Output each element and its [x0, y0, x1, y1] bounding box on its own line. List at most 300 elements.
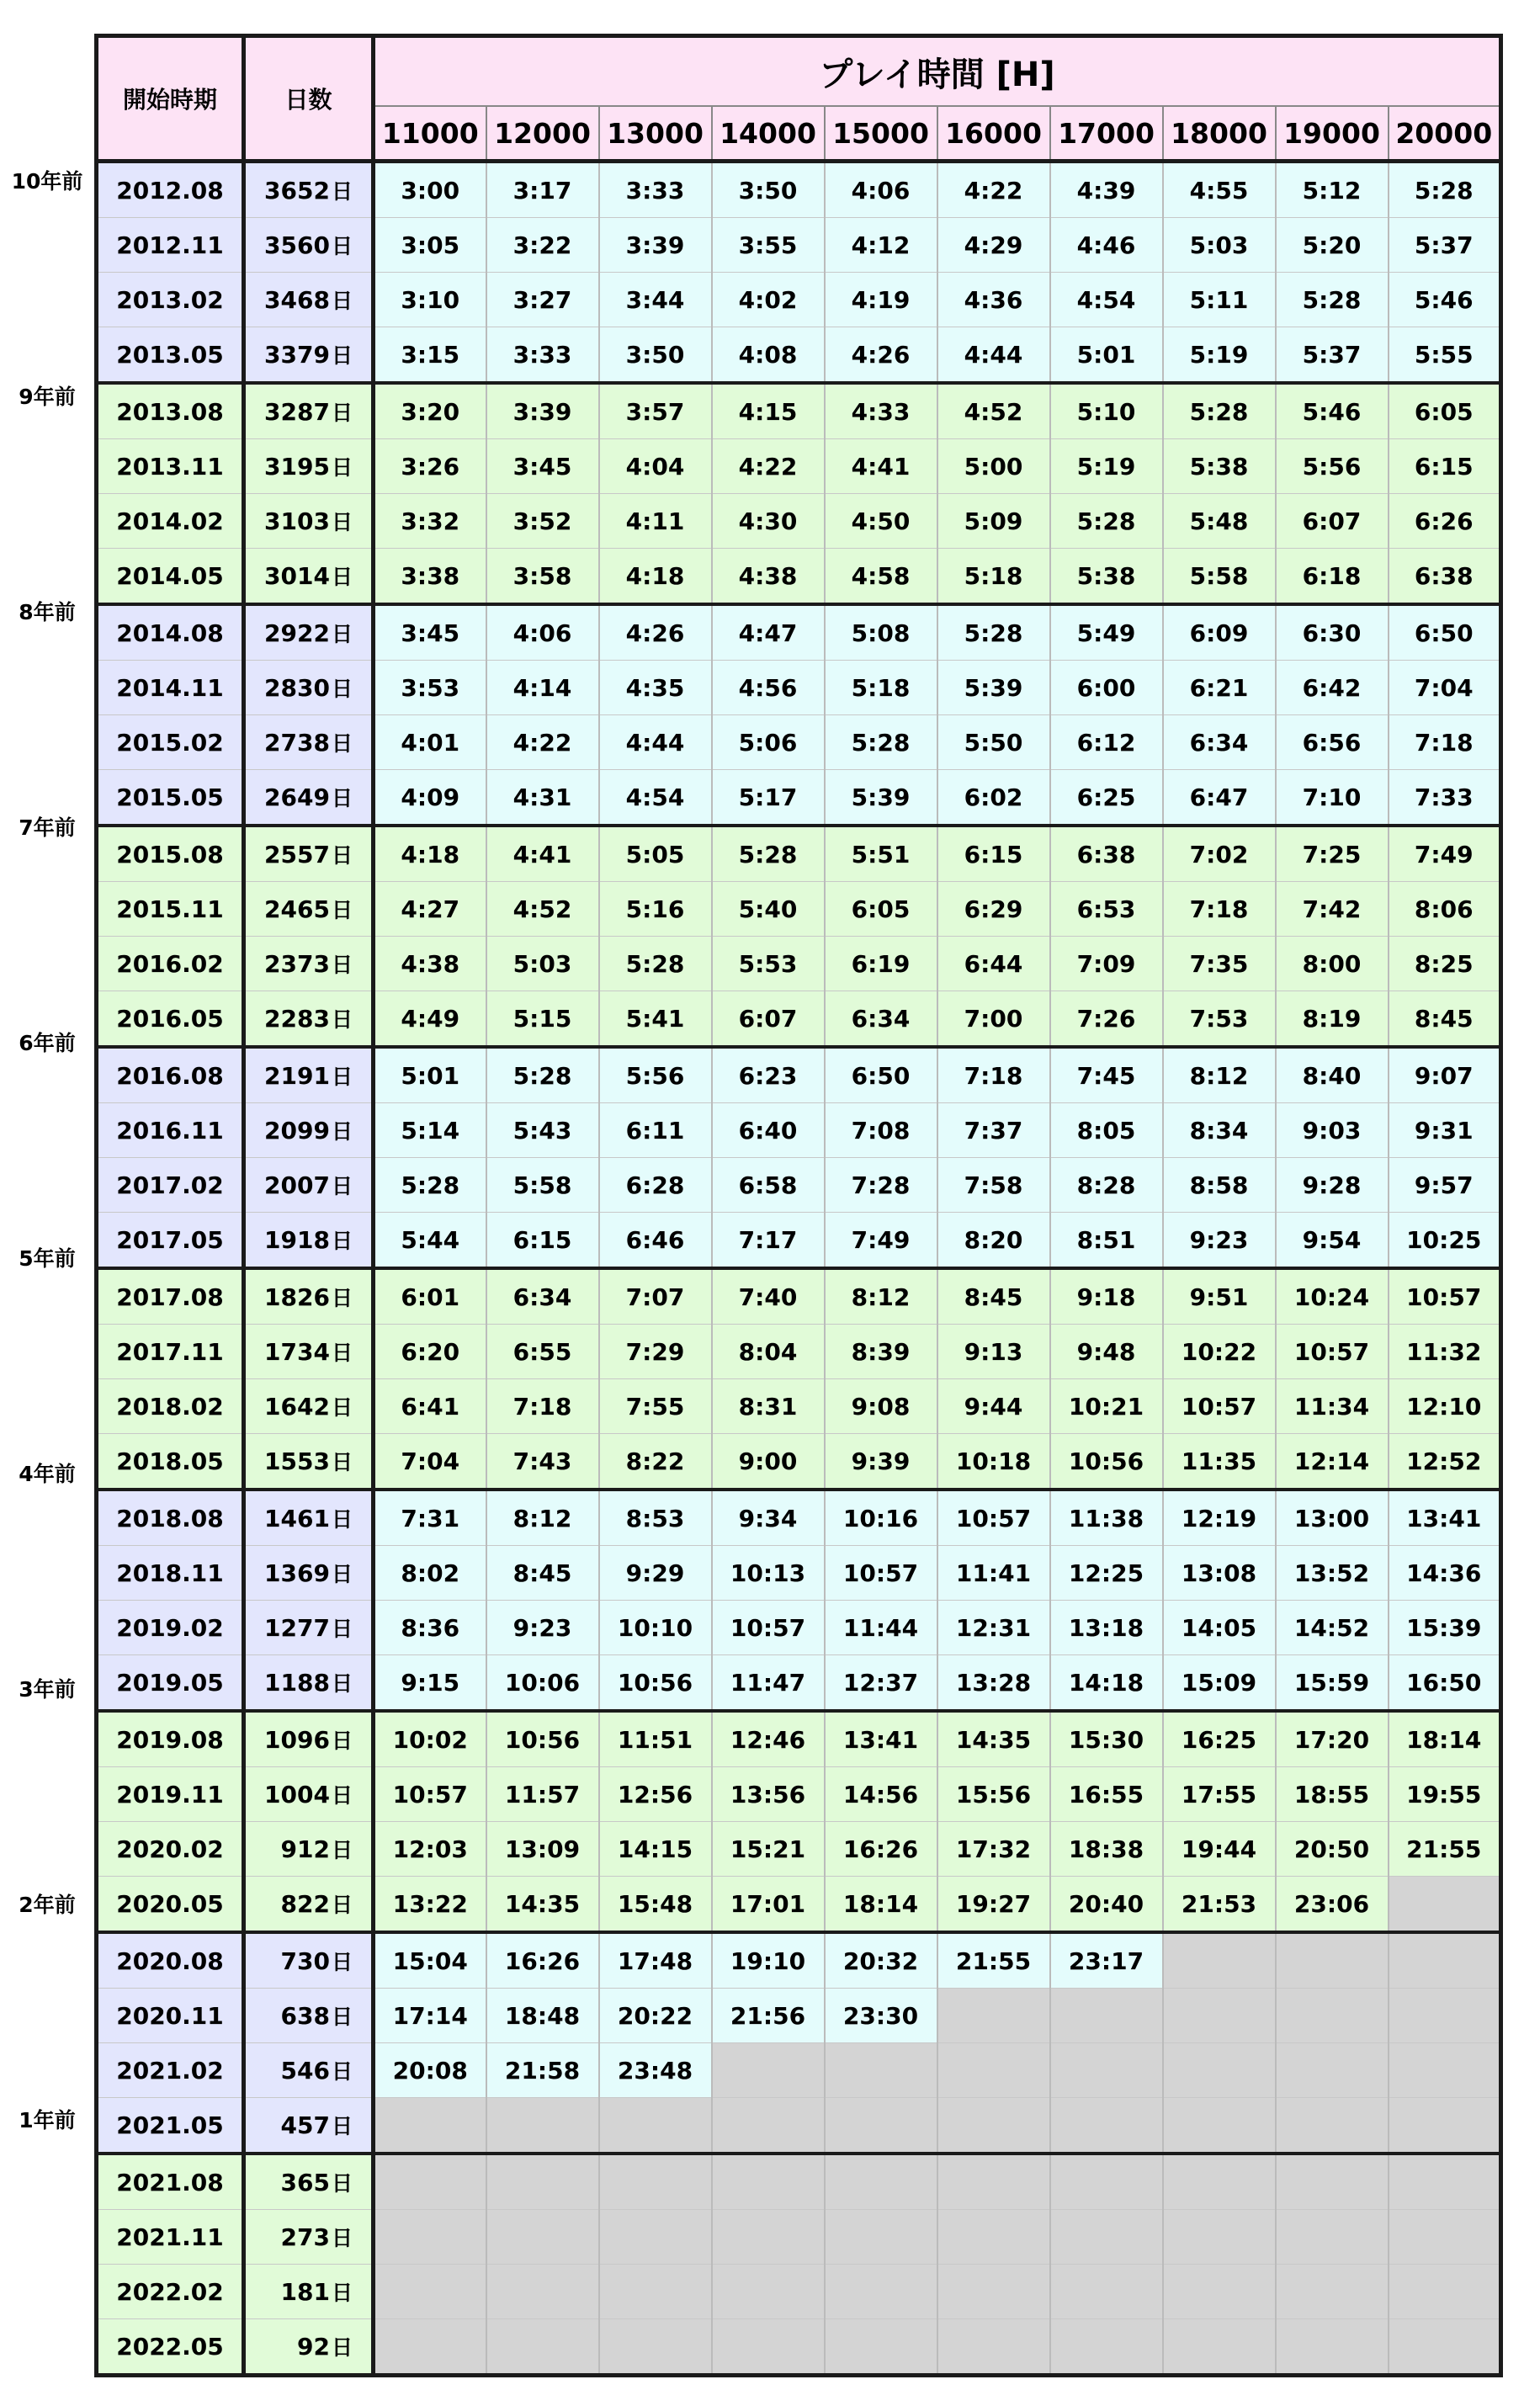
playtime-cell: 6:34 [825, 991, 937, 1048]
table-row [97, 826, 1501, 882]
playtime-cell: 7:26 [1050, 991, 1163, 1048]
hours-column-header: 14000 [712, 106, 825, 162]
years-ago-label: 5年前 [19, 1246, 76, 1271]
days-value: 181 [280, 2278, 330, 2306]
playtime-cell: 12:56 [599, 1767, 712, 1822]
playtime-cell: 5:40 [712, 882, 825, 937]
playtime-cell: 11:34 [1276, 1379, 1389, 1434]
days-value: 1004 [264, 1781, 330, 1808]
days-cell [244, 327, 374, 384]
playtime-cell: 6:26 [1389, 494, 1501, 549]
playtime-cell: 5:39 [825, 770, 937, 826]
playtime-cell: 6:38 [1389, 549, 1501, 605]
days-cell [244, 1546, 374, 1601]
playtime-cell: 15:48 [599, 1877, 712, 1933]
playtime-cell: 5:37 [1276, 327, 1389, 384]
start-date-cell: 2021.05 [97, 2098, 244, 2154]
playtime-cell: 6:19 [825, 937, 937, 991]
playtime-cell: 4:22 [712, 439, 825, 494]
empty-cell [1163, 1989, 1276, 2043]
table-row [97, 162, 1501, 218]
day-unit: 日 [331, 2281, 353, 2305]
playtime-cell: 5:06 [712, 715, 825, 770]
days-value: 1553 [264, 1447, 330, 1475]
playtime-cell: 5:19 [1050, 439, 1163, 494]
playtime-cell: 6:07 [1276, 494, 1389, 549]
empty-cell [374, 2098, 486, 2154]
playtime-cell: 8:53 [599, 1490, 712, 1546]
playtime-cell: 9:03 [1276, 1103, 1389, 1158]
day-unit: 日 [331, 1174, 353, 1198]
playtime-cell: 9:51 [1163, 1268, 1276, 1325]
playtime-cell: 4:02 [712, 273, 825, 327]
table-row [97, 770, 1501, 826]
playtime-cell: 7:43 [486, 1434, 599, 1490]
playtime-title-header: プレイ時間 [H] [374, 36, 1501, 107]
playtime-cell: 9:57 [1389, 1158, 1501, 1213]
days-cell [244, 2265, 374, 2319]
playtime-cell: 5:00 [937, 439, 1050, 494]
hours-column-header: 20000 [1389, 106, 1501, 162]
playtime-cell: 4:18 [599, 549, 712, 605]
playtime-cell: 19:27 [937, 1877, 1050, 1933]
days-value: 2099 [264, 1117, 330, 1145]
playtime-cell: 10:25 [1389, 1213, 1501, 1269]
start-date-cell: 2014.11 [97, 661, 244, 715]
playtime-cell: 11:35 [1163, 1434, 1276, 1490]
day-unit: 日 [331, 2005, 353, 2029]
days-cell [244, 383, 374, 439]
empty-cell [599, 2098, 712, 2154]
days-cell [244, 1601, 374, 1655]
playtime-cell: 6:15 [937, 826, 1050, 882]
day-unit: 日 [331, 289, 353, 313]
playtime-cell: 15:56 [937, 1767, 1050, 1822]
days-value: 1369 [264, 1559, 330, 1587]
playtime-cell: 7:37 [937, 1103, 1050, 1158]
playtime-cell: 18:38 [1050, 1822, 1163, 1877]
playtime-cell: 19:44 [1163, 1822, 1276, 1877]
playtime-cell: 17:32 [937, 1822, 1050, 1877]
playtime-cell: 3:33 [599, 162, 712, 218]
empty-cell [374, 2210, 486, 2265]
playtime-cell: 5:58 [486, 1158, 599, 1213]
days-value: 2465 [264, 895, 330, 923]
days-value: 3195 [264, 453, 330, 481]
day-unit: 日 [331, 731, 353, 756]
playtime-cell: 8:06 [1389, 882, 1501, 937]
table-row [97, 1546, 1501, 1601]
playtime-cell: 18:14 [1389, 1711, 1501, 1767]
days-value: 92 [297, 2333, 330, 2361]
playtime-cell: 7:45 [1050, 1047, 1163, 1103]
playtime-cell: 9:18 [1050, 1268, 1163, 1325]
playtime-cell: 19:10 [712, 1932, 825, 1989]
day-unit: 日 [331, 1893, 353, 1917]
playtime-cell: 9:13 [937, 1325, 1050, 1379]
day-unit: 日 [331, 1562, 353, 1586]
days-value: 2649 [264, 783, 330, 811]
playtime-cell: 9:08 [825, 1379, 937, 1434]
playtime-cell: 4:56 [712, 661, 825, 715]
day-unit: 日 [331, 677, 353, 701]
playtime-cell: 11:41 [937, 1546, 1050, 1601]
day-unit: 日 [331, 898, 353, 922]
playtime-cell: 7:04 [374, 1434, 486, 1490]
playtime-cell: 23:48 [599, 2043, 712, 2098]
start-date-cell: 2019.11 [97, 1767, 244, 1822]
start-date-cell: 2021.11 [97, 2210, 244, 2265]
empty-cell [825, 2043, 937, 2098]
day-unit: 日 [331, 565, 353, 589]
empty-cell [825, 2265, 937, 2319]
table-row [97, 1490, 1501, 1546]
playtime-cell: 13:00 [1276, 1490, 1389, 1546]
playtime-cell: 7:07 [599, 1268, 712, 1325]
empty-cell [712, 2319, 825, 2376]
playtime-cell: 8:45 [937, 1268, 1050, 1325]
playtime-cell: 6:30 [1276, 604, 1389, 661]
days-cell [244, 1213, 374, 1269]
playtime-cell: 7:02 [1163, 826, 1276, 882]
playtime-cell: 5:48 [1163, 494, 1276, 549]
table-row [97, 1158, 1501, 1213]
empty-cell [937, 2154, 1050, 2210]
playtime-cell: 4:54 [599, 770, 712, 826]
hours-column-header: 15000 [825, 106, 937, 162]
playtime-cell: 8:45 [486, 1546, 599, 1601]
playtime-cell: 10:21 [1050, 1379, 1163, 1434]
playtime-cell: 4:26 [825, 327, 937, 384]
empty-cell [374, 2154, 486, 2210]
empty-cell [486, 2210, 599, 2265]
day-unit: 日 [331, 843, 353, 868]
days-cell [244, 1655, 374, 1712]
playtime-cell: 6:15 [486, 1213, 599, 1269]
playtime-cell: 8:00 [1276, 937, 1389, 991]
playtime-cell: 9:29 [599, 1546, 712, 1601]
day-unit: 日 [331, 234, 353, 258]
playtime-cell: 5:55 [1389, 327, 1501, 384]
playtime-cell: 6:05 [825, 882, 937, 937]
playtime-cell: 14:56 [825, 1767, 937, 1822]
table-row [97, 1932, 1501, 1989]
start-date-cell: 2020.05 [97, 1877, 244, 1933]
days-value: 1096 [264, 1726, 330, 1754]
playtime-cell: 4:09 [374, 770, 486, 826]
playtime-cell: 8:31 [712, 1379, 825, 1434]
playtime-cell: 4:06 [486, 604, 599, 661]
playtime-cell: 14:18 [1050, 1655, 1163, 1712]
playtime-cell: 7:40 [712, 1268, 825, 1325]
playtime-cell: 5:15 [486, 991, 599, 1048]
playtime-cell: 3:50 [712, 162, 825, 218]
playtime-cell: 9:34 [712, 1490, 825, 1546]
start-date-cell: 2012.08 [97, 162, 244, 218]
days-cell [244, 2098, 374, 2154]
playtime-cell: 4:41 [825, 439, 937, 494]
playtime-cell: 3:52 [486, 494, 599, 549]
start-date-cell: 2017.11 [97, 1325, 244, 1379]
table-row [97, 1325, 1501, 1379]
playtime-cell: 8:25 [1389, 937, 1501, 991]
day-unit: 日 [331, 1119, 353, 1144]
day-unit: 日 [331, 786, 353, 810]
playtime-cell: 5:28 [1163, 383, 1276, 439]
start-date-cell: 2021.02 [97, 2043, 244, 2098]
empty-cell [374, 2265, 486, 2319]
playtime-cell: 6:56 [1276, 715, 1389, 770]
empty-cell [599, 2265, 712, 2319]
empty-cell [1163, 2210, 1276, 2265]
playtime-cell: 3:44 [599, 273, 712, 327]
playtime-cell: 8:22 [599, 1434, 712, 1490]
playtime-cell: 4:27 [374, 882, 486, 937]
empty-cell [1389, 2043, 1501, 2098]
day-unit: 日 [331, 1450, 353, 1474]
days-value: 730 [280, 1947, 330, 1975]
day-unit: 日 [331, 1286, 353, 1310]
playtime-cell: 8:28 [1050, 1158, 1163, 1213]
playtime-cell: 9:48 [1050, 1325, 1163, 1379]
playtime-cell: 11:44 [825, 1601, 937, 1655]
playtime-cell: 6:42 [1276, 661, 1389, 715]
playtime-cell: 5:01 [1050, 327, 1163, 384]
playtime-cell: 6:11 [599, 1103, 712, 1158]
day-unit: 日 [331, 2226, 353, 2250]
playtime-cell: 21:55 [1389, 1822, 1501, 1877]
playtime-cell: 7:17 [712, 1213, 825, 1269]
day-unit: 日 [331, 2114, 353, 2138]
playtime-cell: 10:56 [1050, 1434, 1163, 1490]
days-value: 638 [280, 2002, 330, 2030]
playtime-cell: 9:00 [712, 1434, 825, 1490]
days-cell [244, 1711, 374, 1767]
table-row [97, 1767, 1501, 1822]
empty-cell [599, 2319, 712, 2376]
playtime-cell: 10:57 [374, 1767, 486, 1822]
playtime-cell: 10:16 [825, 1490, 937, 1546]
days-value: 1277 [264, 1614, 330, 1642]
empty-cell [1050, 1989, 1163, 2043]
days-cell [244, 162, 374, 218]
playtime-cell: 7:18 [1389, 715, 1501, 770]
playtime-cell: 6:29 [937, 882, 1050, 937]
table-row [97, 549, 1501, 605]
playtime-cell: 10:57 [1389, 1268, 1501, 1325]
empty-cell [486, 2265, 599, 2319]
playtime-cell: 17:01 [712, 1877, 825, 1933]
day-unit: 日 [331, 2059, 353, 2084]
playtime-cell: 6:44 [937, 937, 1050, 991]
empty-cell [374, 2319, 486, 2376]
day-unit: 日 [331, 401, 353, 425]
playtime-cell: 8:12 [825, 1268, 937, 1325]
hours-column-header: 11000 [374, 106, 486, 162]
playtime-cell: 5:38 [1050, 549, 1163, 605]
table-row [97, 715, 1501, 770]
playtime-cell: 5:03 [486, 937, 599, 991]
playtime-cell: 10:22 [1163, 1325, 1276, 1379]
empty-cell [712, 2210, 825, 2265]
playtime-cell: 6:53 [1050, 882, 1163, 937]
empty-cell [712, 2098, 825, 2154]
start-date-cell: 2013.08 [97, 383, 244, 439]
playtime-cell: 5:28 [374, 1158, 486, 1213]
playtime-cell: 6:09 [1163, 604, 1276, 661]
playtime-cell: 4:14 [486, 661, 599, 715]
start-date-cell: 2015.11 [97, 882, 244, 937]
playtime-cell: 11:32 [1389, 1325, 1501, 1379]
playtime-cell: 6:05 [1389, 383, 1501, 439]
playtime-cell: 17:14 [374, 1989, 486, 2043]
table-header [97, 36, 1501, 162]
playtime-cell: 13:09 [486, 1822, 599, 1877]
playtime-cell: 5:18 [825, 661, 937, 715]
days-cell [244, 1877, 374, 1933]
playtime-cell: 7:18 [937, 1047, 1050, 1103]
start-date-cell: 2015.08 [97, 826, 244, 882]
table-row [97, 1989, 1501, 2043]
table-row [97, 1711, 1501, 1767]
days-cell [244, 1822, 374, 1877]
playtime-cell: 8:12 [1163, 1047, 1276, 1103]
years-ago-label: 6年前 [19, 1031, 76, 1055]
playtime-cell: 9:23 [1163, 1213, 1276, 1269]
playtime-cell: 5:17 [712, 770, 825, 826]
playtime-cell: 20:32 [825, 1932, 937, 1989]
playtime-cell: 11:38 [1050, 1490, 1163, 1546]
playtime-cell: 3:45 [374, 604, 486, 661]
day-unit: 日 [331, 510, 353, 534]
playtime-cell: 7:42 [1276, 882, 1389, 937]
playtime-cell: 6:34 [1163, 715, 1276, 770]
table-body [97, 162, 1501, 2376]
empty-cell [1050, 2265, 1163, 2319]
years-ago-label: 8年前 [19, 600, 76, 624]
empty-cell [712, 2265, 825, 2319]
days-value: 3103 [264, 507, 330, 535]
playtime-cell: 5:38 [1163, 439, 1276, 494]
empty-cell [937, 2043, 1050, 2098]
empty-cell [712, 2043, 825, 2098]
playtime-cell: 5:12 [1276, 162, 1389, 218]
playtime-cell: 14:15 [599, 1822, 712, 1877]
playtime-cell: 6:47 [1163, 770, 1276, 826]
empty-cell [1163, 2043, 1276, 2098]
start-date-cell: 2019.05 [97, 1655, 244, 1712]
days-value: 3379 [264, 341, 330, 369]
table-row [97, 661, 1501, 715]
start-date-cell: 2022.05 [97, 2319, 244, 2376]
empty-cell [1276, 2265, 1389, 2319]
playtime-cell: 9:07 [1389, 1047, 1501, 1103]
playtime-cell: 13:08 [1163, 1546, 1276, 1601]
empty-cell [1163, 2265, 1276, 2319]
empty-cell [1389, 2210, 1501, 2265]
playtime-cell: 8:04 [712, 1325, 825, 1379]
playtime-cell: 9:39 [825, 1434, 937, 1490]
start-date-cell: 2017.02 [97, 1158, 244, 1213]
playtime-cell: 3:00 [374, 162, 486, 218]
table-row [97, 1213, 1501, 1269]
days-cell [244, 826, 374, 882]
start-date-cell: 2016.02 [97, 937, 244, 991]
playtime-cell: 10:24 [1276, 1268, 1389, 1325]
days-value: 3560 [264, 231, 330, 259]
table-row [97, 604, 1501, 661]
years-ago-label: 1年前 [19, 2108, 76, 2132]
days-cell [244, 770, 374, 826]
playtime-cell: 3:05 [374, 218, 486, 273]
playtime-cell: 4:55 [1163, 162, 1276, 218]
playtime-cell: 16:55 [1050, 1767, 1163, 1822]
start-date-cell: 2012.11 [97, 218, 244, 273]
playtime-cell: 10:02 [374, 1711, 486, 1767]
start-date-cell: 2016.11 [97, 1103, 244, 1158]
playtime-cell: 8:19 [1276, 991, 1389, 1048]
playtime-cell: 10:57 [1276, 1325, 1389, 1379]
playtime-cell: 6:40 [712, 1103, 825, 1158]
playtime-cell: 5:56 [1276, 439, 1389, 494]
day-unit: 日 [331, 1950, 353, 1974]
playtime-cell: 13:56 [712, 1767, 825, 1822]
playtime-cell: 4:38 [374, 937, 486, 991]
playtime-cell: 5:46 [1389, 273, 1501, 327]
days-cell [244, 1932, 374, 1989]
playtime-cell: 4:33 [825, 383, 937, 439]
start-date-cell: 2018.11 [97, 1546, 244, 1601]
table-row [97, 1655, 1501, 1712]
playtime-cell: 11:47 [712, 1655, 825, 1712]
playtime-cell: 6:28 [599, 1158, 712, 1213]
start-date-cell: 2016.05 [97, 991, 244, 1048]
empty-cell [1050, 2043, 1163, 2098]
years-ago-label: 10年前 [11, 169, 83, 194]
day-unit: 日 [331, 2171, 353, 2196]
playtime-cell: 10:18 [937, 1434, 1050, 1490]
hours-column-header: 16000 [937, 106, 1050, 162]
table-row [97, 494, 1501, 549]
playtime-cell: 4:15 [712, 383, 825, 439]
start-date-cell: 2021.08 [97, 2154, 244, 2210]
empty-cell [937, 2265, 1050, 2319]
day-unit: 日 [331, 1007, 353, 1032]
days-value: 2373 [264, 950, 330, 978]
table-row [97, 218, 1501, 273]
playtime-cell: 7:10 [1276, 770, 1389, 826]
empty-cell [1050, 2098, 1163, 2154]
days-cell [244, 1103, 374, 1158]
playtime-cell: 7:33 [1389, 770, 1501, 826]
empty-cell [599, 2154, 712, 2210]
table-row [97, 1047, 1501, 1103]
table-row [97, 1434, 1501, 1490]
hours-column-header: 17000 [1050, 106, 1163, 162]
playtime-cell: 4:49 [374, 991, 486, 1048]
playtime-cell: 7:49 [825, 1213, 937, 1269]
empty-cell [937, 1989, 1050, 2043]
playtime-cell: 18:14 [825, 1877, 937, 1933]
empty-cell [1163, 2319, 1276, 2376]
day-unit: 日 [331, 1671, 353, 1696]
days-cell [244, 882, 374, 937]
days-value: 1642 [264, 1393, 330, 1421]
start-date-cell: 2020.08 [97, 1932, 244, 1989]
playtime-cell: 5:10 [1050, 383, 1163, 439]
days-value: 1461 [264, 1505, 330, 1532]
playtime-cell: 7:35 [1163, 937, 1276, 991]
